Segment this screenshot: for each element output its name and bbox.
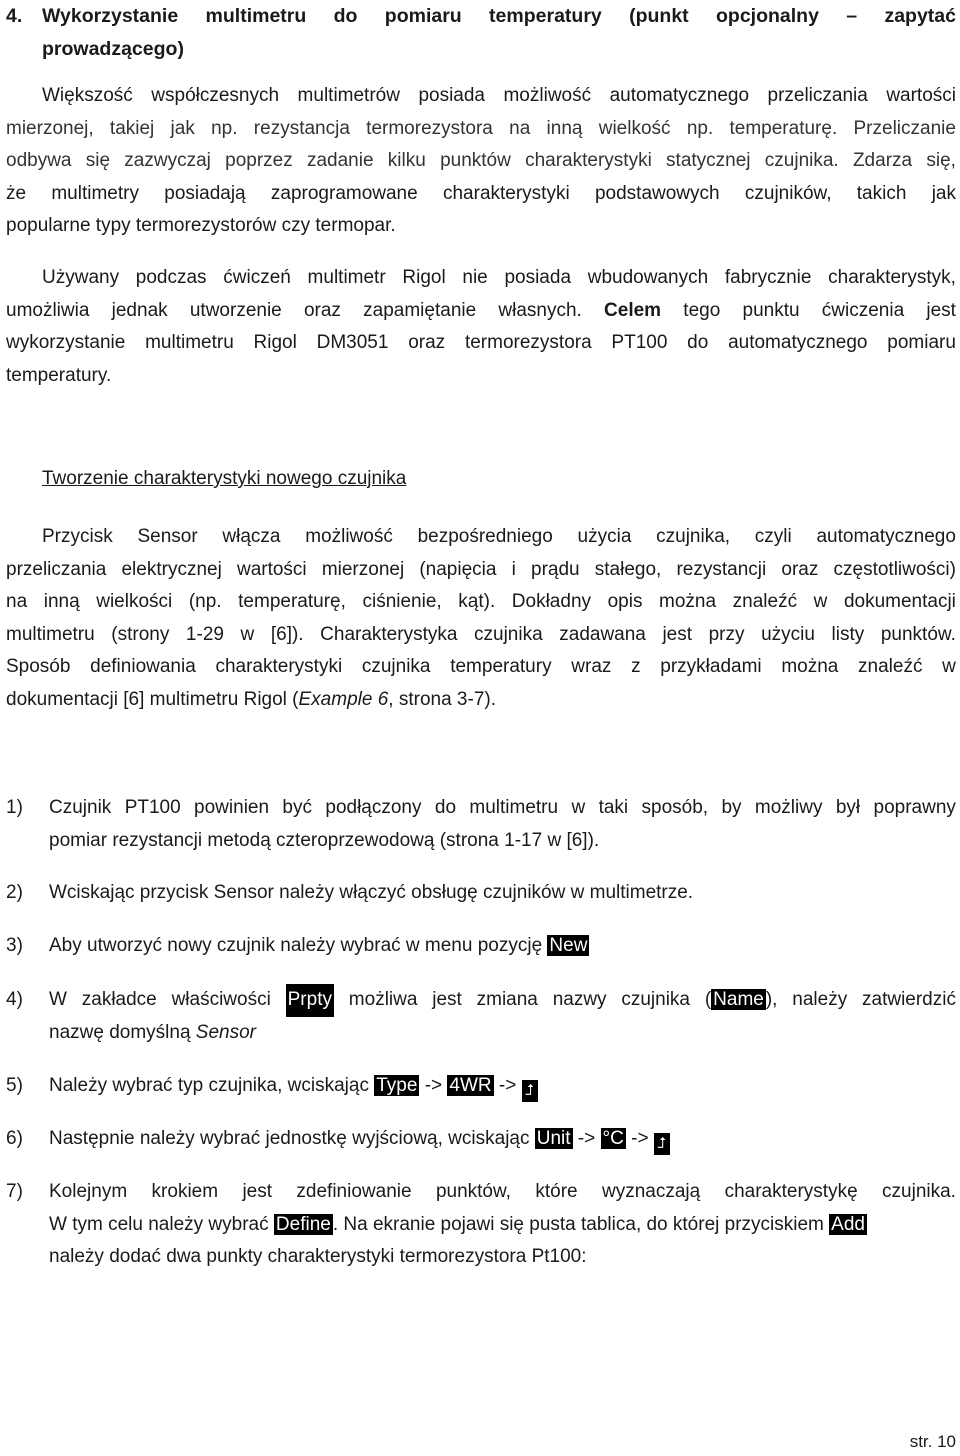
step-body <box>49 792 956 857</box>
word: multimetru <box>469 797 559 818</box>
word: możliwość <box>503 85 592 106</box>
word: posiada <box>418 85 485 106</box>
word: punktów. <box>880 623 956 645</box>
word: do <box>434 797 457 818</box>
word: czujnika. <box>882 1181 956 1202</box>
word: przeliczania <box>6 558 107 580</box>
step-number: 3) <box>6 935 23 956</box>
text-run: Należy wybrać typ czujnika, wciskając <box>49 1075 375 1096</box>
return-arrow-icon: ⮥ <box>654 1133 670 1155</box>
word: charakterystyki <box>525 150 652 172</box>
word: wykorzystanie <box>6 332 126 354</box>
italic-name: Sensor <box>195 1021 256 1043</box>
word: był <box>835 797 861 818</box>
heading-word: multimetru <box>205 5 307 27</box>
word: posiada <box>504 267 572 288</box>
step-5 <box>6 1070 956 1103</box>
text-line <box>6 295 956 328</box>
word: multimetru <box>145 332 234 354</box>
text-line <box>6 178 956 211</box>
word: możliwa <box>348 989 418 1010</box>
word: np. <box>686 117 714 139</box>
word: (np. <box>188 591 222 613</box>
word: jest <box>926 299 956 321</box>
step-number: 6) <box>6 1128 23 1149</box>
step-7 <box>6 1176 956 1274</box>
word: punktów <box>440 150 511 172</box>
step-4 <box>6 984 956 1049</box>
word: by <box>721 797 742 818</box>
word: automatycznego <box>816 526 956 547</box>
name-group <box>705 984 778 1017</box>
return-arrow-icon: ⮥ <box>522 1080 538 1102</box>
word: poprzez <box>225 150 293 172</box>
intro-paragraph <box>6 80 956 243</box>
word: podstawowych <box>594 182 720 204</box>
page-number: str. 10 <box>909 1432 956 1451</box>
text-run: Aby utworzyć nowy czujnik należy wybrać w menu pozycję <box>49 935 548 956</box>
word: fabrycznie <box>724 267 812 288</box>
define-softkey: Define <box>275 1213 331 1235</box>
word: temperaturę. <box>729 117 838 139</box>
word: taki <box>598 797 629 818</box>
word: opis <box>607 591 643 613</box>
word: być <box>282 797 312 818</box>
text-run: nazwę domyślną <box>49 1021 196 1043</box>
word: jak <box>931 182 956 204</box>
text-run: Następnie należy wybrać jednostkę wyjściową, wciskając <box>49 1128 535 1149</box>
word: (strony <box>111 623 170 645</box>
word: czyli <box>754 526 792 547</box>
word: podczas <box>135 267 207 288</box>
word: sposób, <box>641 797 709 818</box>
text-line <box>6 651 956 684</box>
word: zatwierdzić <box>862 989 956 1010</box>
text-line: popularne typy termorezystorów czy termopar. <box>6 215 396 237</box>
subheading: Tworzenie charakterystyki nowego czujnika <box>42 468 407 489</box>
section-heading <box>6 0 956 66</box>
text-line <box>6 327 956 360</box>
word: kąt). <box>458 591 496 613</box>
word: automatycznego <box>609 85 750 106</box>
text-line <box>49 792 956 825</box>
word: Charakterystyka <box>320 623 458 645</box>
word: tego <box>683 299 721 321</box>
paren: ), <box>765 989 778 1010</box>
word: multimetru <box>6 623 95 645</box>
word: statycznej <box>666 150 751 172</box>
word: wyznaczają <box>601 1181 701 1202</box>
type-softkey: Type <box>376 1075 418 1096</box>
word: znaleźć <box>858 656 923 678</box>
word: czujnika, <box>656 526 731 547</box>
word: 1-29 <box>185 623 224 645</box>
word: Większość <box>42 85 133 106</box>
step-body <box>49 1070 956 1103</box>
heading-line-2: prowadzącego) <box>42 38 184 60</box>
word: możliwość <box>305 526 393 547</box>
word: Rigol <box>253 332 297 354</box>
word: jest <box>662 623 693 645</box>
word: elektrycznej <box>121 558 222 580</box>
step-1 <box>6 792 956 857</box>
word: PT100 <box>611 332 668 354</box>
word: zadanie <box>306 150 374 172</box>
word: w <box>942 656 956 678</box>
word: oraz <box>781 558 819 580</box>
word: punktu <box>742 299 800 321</box>
word: oraz <box>408 332 446 354</box>
rigol-paragraph <box>6 262 956 392</box>
heading-word: do <box>333 5 358 27</box>
word: zmiana <box>476 989 538 1010</box>
celsius-softkey: °C <box>602 1128 624 1149</box>
word: powinien <box>194 797 270 818</box>
word: do <box>687 332 709 354</box>
heading-word: zapytać <box>884 5 956 27</box>
step-body <box>49 1176 956 1274</box>
word: umożliwia <box>6 299 90 321</box>
text-line <box>49 1209 956 1242</box>
word: Czujnik <box>49 797 112 818</box>
text-line: należy dodać dwa punkty charakterystyki termorezystora Pt100: <box>49 1246 587 1268</box>
word: czujnika. <box>764 150 839 172</box>
word: wielkość <box>598 117 671 139</box>
word: multimetrów <box>297 85 400 106</box>
word: w <box>813 591 828 613</box>
word: oraz <box>303 299 341 321</box>
prpty-softkey: Prpty <box>286 984 334 1017</box>
arrow-text: -> <box>625 1128 654 1149</box>
word: że <box>6 182 27 204</box>
word: Przeliczanie <box>853 117 956 139</box>
word: Zdarza <box>852 150 913 172</box>
word: rezystancji <box>676 558 767 580</box>
word: na <box>6 591 28 613</box>
word: krokiem <box>151 1181 219 1202</box>
paren: ( <box>704 989 712 1010</box>
text-run: W tym celu należy wybrać <box>49 1213 274 1235</box>
word: odbywa <box>6 150 72 172</box>
heading-word: pomiaru <box>384 5 462 27</box>
word: PT100 <box>124 797 181 818</box>
word: czujnika <box>361 656 431 678</box>
word: temperaturę, <box>238 591 346 613</box>
word: np. <box>211 117 238 139</box>
word: czujnika <box>621 989 691 1010</box>
word: poprawny <box>873 797 956 818</box>
word: Dokładny <box>511 591 592 613</box>
word: jest <box>242 1181 273 1202</box>
word: multimetr <box>307 267 386 288</box>
step-body: Wciskając przycisk Sensor należy włączyć obsługę czujników w multimetrze. <box>49 882 694 903</box>
heading-line-1 <box>6 0 956 33</box>
word: z <box>631 656 641 678</box>
word: Kolejnym <box>49 1181 128 1202</box>
italic-reference: Example 6 <box>298 688 389 710</box>
word: użycia <box>577 526 632 547</box>
word: prądu <box>531 558 580 580</box>
word: Rigol <box>402 267 446 288</box>
word: termorezystora <box>464 332 592 354</box>
word: wbudowanych <box>587 267 709 288</box>
word: przykładami <box>660 656 762 678</box>
word: kilku <box>387 150 426 172</box>
word: DM3051 <box>316 332 389 354</box>
word: czujników, <box>744 182 832 204</box>
text-line <box>6 80 956 113</box>
heading-word: opcjonalny <box>716 5 819 27</box>
step-3 <box>6 930 956 963</box>
word: charakterystyki <box>215 656 343 678</box>
text-line <box>6 619 956 652</box>
word: ćwiczeń <box>223 267 291 288</box>
word: rezystancja <box>253 117 350 139</box>
step-number: 2) <box>6 882 23 903</box>
word: takiej <box>109 117 155 139</box>
new-softkey: New <box>549 935 588 956</box>
word: dokumentacji <box>843 591 956 613</box>
step-body <box>49 1123 956 1156</box>
word: współczesnych <box>151 85 280 106</box>
word: punktów, <box>435 1181 511 1202</box>
unit-softkey: Unit <box>536 1128 571 1149</box>
word: charakterystykę <box>724 1181 858 1202</box>
word: czujnika <box>474 623 543 645</box>
bold-word: Celem <box>604 299 662 321</box>
word: należy <box>792 989 848 1010</box>
word: Używany <box>42 267 120 288</box>
word: W <box>49 989 67 1010</box>
word: multimetry <box>51 182 139 204</box>
word: właściwości <box>171 989 271 1010</box>
word: możliwy <box>754 797 823 818</box>
word: jak <box>170 117 195 139</box>
word: listy <box>831 623 865 645</box>
word: zdefiniowanie <box>296 1181 412 1202</box>
word: nie <box>462 267 488 288</box>
word: się <box>85 150 111 172</box>
step-6 <box>6 1123 956 1156</box>
word: się, <box>926 150 956 172</box>
word: stałego, <box>594 558 662 580</box>
text-run: , strona 3-7). <box>388 688 496 710</box>
text-line <box>6 554 956 587</box>
text-line <box>49 984 956 1017</box>
arrow-text: -> <box>419 1075 448 1096</box>
word: definiowania <box>90 656 196 678</box>
heading-word: (punkt <box>629 5 689 27</box>
arrow-text: -> <box>572 1128 601 1149</box>
step-2 <box>6 877 956 910</box>
step-number: 7) <box>6 1181 23 1202</box>
word: Sposób <box>6 656 71 678</box>
word: wraz <box>571 656 612 678</box>
heading-word: Wykorzystanie <box>42 5 179 27</box>
word: znaleźć <box>732 591 798 613</box>
word: [6]). <box>270 623 304 645</box>
word: można <box>781 656 839 678</box>
word: własnych. <box>498 299 582 321</box>
word: nazwy <box>552 989 607 1010</box>
word: wartości <box>886 85 956 106</box>
word: bezpośredniego <box>417 526 553 547</box>
word: utworzenie <box>189 299 282 321</box>
word: wielkości <box>96 591 173 613</box>
word: pomiaru <box>887 332 956 354</box>
4wr-softkey: 4WR <box>449 1075 492 1096</box>
word: ciśnienie, <box>362 591 442 613</box>
text-line <box>6 586 956 619</box>
name-softkey: Name <box>713 989 764 1010</box>
word: które <box>535 1181 578 1202</box>
text-line <box>6 113 956 146</box>
word: charakterystyk, <box>828 267 956 288</box>
add-softkey: Add <box>831 1213 865 1235</box>
word: jednak <box>111 299 168 321</box>
word: Przycisk <box>42 526 113 547</box>
heading-word: temperatury <box>489 5 602 27</box>
arrow-text: -> <box>493 1075 522 1096</box>
text-line <box>6 684 956 717</box>
word: jest <box>432 989 462 1010</box>
word: można <box>659 591 717 613</box>
word: włącza <box>222 526 281 547</box>
word: podłączony <box>325 797 422 818</box>
text-line <box>49 1176 956 1209</box>
word: zapamiętanie <box>363 299 477 321</box>
word: na <box>509 117 531 139</box>
text-run: dokumentacji [6] multimetru Rigol ( <box>6 688 299 710</box>
word: zazwyczaj <box>124 150 211 172</box>
text-line: pomiar rezystancji metodą czteroprzewodową (strona 1-17 w [6]). <box>49 829 600 851</box>
word: zakładce <box>81 989 157 1010</box>
heading-word: – <box>846 5 858 27</box>
word: użyciu <box>761 623 815 645</box>
word: w <box>240 623 255 645</box>
step-number: 1) <box>6 797 23 818</box>
word: takich <box>856 182 907 204</box>
word: i <box>511 558 516 580</box>
text-line: temperatury. <box>6 364 112 386</box>
word: inną <box>546 117 583 139</box>
word: przeliczania <box>767 85 868 106</box>
heading-number: 4. <box>6 5 23 27</box>
word: ćwiczenia <box>821 299 905 321</box>
word: zaprogramowane <box>270 182 418 204</box>
step-body <box>49 984 956 1049</box>
text-line <box>49 1017 956 1050</box>
word: wartości <box>236 558 307 580</box>
word: charakterystyki <box>442 182 570 204</box>
sensor-paragraph <box>6 521 956 717</box>
step-body <box>49 930 956 963</box>
text-line <box>6 262 956 295</box>
word: posiadają <box>164 182 246 204</box>
word: zadawana <box>559 623 646 645</box>
word: Sensor <box>137 526 198 547</box>
text-run: . Na ekranie pojawi się pusta tablica, do której przyciskiem <box>332 1213 830 1235</box>
step-number: 5) <box>6 1075 23 1096</box>
word: automatycznego <box>728 332 868 354</box>
word: inną <box>43 591 80 613</box>
step-number: 4) <box>6 989 23 1010</box>
text-line <box>6 145 956 178</box>
word: mierzonej <box>321 558 405 580</box>
word: w <box>571 797 586 818</box>
word: mierzonej, <box>6 117 94 139</box>
word: częstotliwości) <box>833 558 956 580</box>
word: (napięcia <box>419 558 497 580</box>
word: temperatury <box>450 656 552 678</box>
text-line <box>6 521 956 554</box>
word: przy <box>708 623 745 645</box>
word: termorezystora <box>366 117 493 139</box>
